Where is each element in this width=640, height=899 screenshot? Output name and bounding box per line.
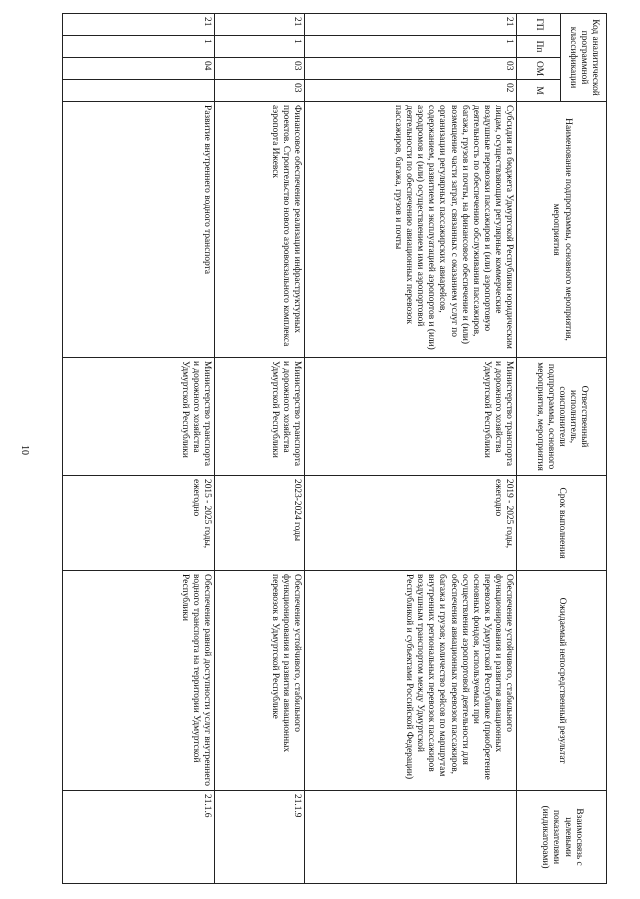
cell-pp: 1 bbox=[215, 36, 305, 58]
header-pp: Пп bbox=[517, 36, 561, 58]
cell-relation: 21.1.9 bbox=[215, 791, 305, 884]
cell-om: 03 bbox=[215, 58, 305, 80]
cell-result: Обеспечение равной доступности услуг внутреннего водного транспорта на территории Удмуртской Республики bbox=[63, 571, 215, 791]
cell-m bbox=[63, 80, 215, 102]
page-number: 10 bbox=[19, 445, 30, 455]
header-executor: Ответственный исполнитель, соисполнители подпрограммы, основного мероприятия, мероприятия bbox=[517, 358, 607, 476]
cell-gp: 21 bbox=[63, 14, 215, 36]
header-code-group: Код аналитической программной классификации bbox=[561, 14, 607, 102]
cell-executor: Министерство транспорта и дорожного хозяйства Удмуртской Республики bbox=[215, 358, 305, 476]
header-row bbox=[561, 14, 607, 884]
table-row bbox=[305, 14, 517, 884]
cell-term: 2023-2024 годы bbox=[215, 476, 305, 571]
cell-name: Развитие внутреннего водного транспорта bbox=[63, 102, 215, 358]
cell-pp: 1 bbox=[305, 36, 517, 58]
cell-m: 03 bbox=[215, 80, 305, 102]
table-row bbox=[215, 14, 305, 884]
cell-gp: 21 bbox=[215, 14, 305, 36]
cell-result: Обеспечение устойчивого, стабильного функционирования и развития авиационных перевозок в Удмуртской Республике (приобретение основных фондов, используемых при осуществлении аэропортовой деятельности для обеспечения авиационных перевозок пассажиров, багажа и грузов; количество рейсов по маршрутам внутренних региональных перевозок пассажиров воздушным транспортом между Удмуртской Республикой и субъектами Российской Федерации) bbox=[305, 571, 517, 791]
cell-relation bbox=[305, 791, 517, 884]
cell-pp: 1 bbox=[63, 36, 215, 58]
cell-executor: Министерство транспорта и дорожного хозяйства Удмуртской Республики bbox=[63, 358, 215, 476]
header-m: М bbox=[517, 80, 561, 102]
header-result: Ожидаемый непосредственный результат bbox=[517, 571, 607, 791]
cell-executor: Министерство транспорта и дорожного хозяйства Удмуртской Республики bbox=[305, 358, 517, 476]
cell-om: 03 bbox=[305, 58, 517, 80]
cell-m: 02 bbox=[305, 80, 517, 102]
cell-name: Субсидия из бюджета Удмуртской Республики юридическим лицам, осуществляющим регулярные коммерческие воздушные перевозки пассажиров и (или) аэропортовую деятельность по обеспечению обслуживания пассажиров, багажа, грузов и почты, на финансовое обеспечение и (или) возмещение части затрат, связанных с оказанием услуг по организации регулярных пассажирских авиарейсов, содержанием, развитием и эксплуатацией аэропортов и (или) аэродромов и (или) осуществлением ими аэропортовой деятельности по обеспечению авиационных перевозок пассажиров, багажа, грузов и почты bbox=[305, 102, 517, 358]
header-term: Срок выполнения bbox=[517, 476, 607, 571]
table-row bbox=[63, 14, 215, 884]
header-name: Наименование подпрограммы, основного мероприятия, мероприятия bbox=[517, 102, 607, 358]
header-relation: Взаимосвязь с целевыми показателями (индикаторами) bbox=[517, 791, 607, 884]
program-measures-table bbox=[62, 13, 607, 884]
header-om: ОМ bbox=[517, 58, 561, 80]
cell-relation: 21.1.6 bbox=[63, 791, 215, 884]
cell-result: Обеспечение устойчивого, стабильного функционирования и развития авиационных перевозок в Удмуртской Республике bbox=[215, 571, 305, 791]
cell-gp: 21 bbox=[305, 14, 517, 36]
cell-term: 2015 - 2025 годы, ежегодно bbox=[63, 476, 215, 571]
cell-term: 2019 - 2025 годы, ежегодно bbox=[305, 476, 517, 571]
rotated-table-container bbox=[62, 13, 607, 883]
header-gp: ГП bbox=[517, 14, 561, 36]
cell-name: Финансовое обеспечение реализации инфраструктурных проектов. Строительство нового аэровокзального комплекса аэропорта Ижевск bbox=[215, 102, 305, 358]
cell-om: 04 bbox=[63, 58, 215, 80]
